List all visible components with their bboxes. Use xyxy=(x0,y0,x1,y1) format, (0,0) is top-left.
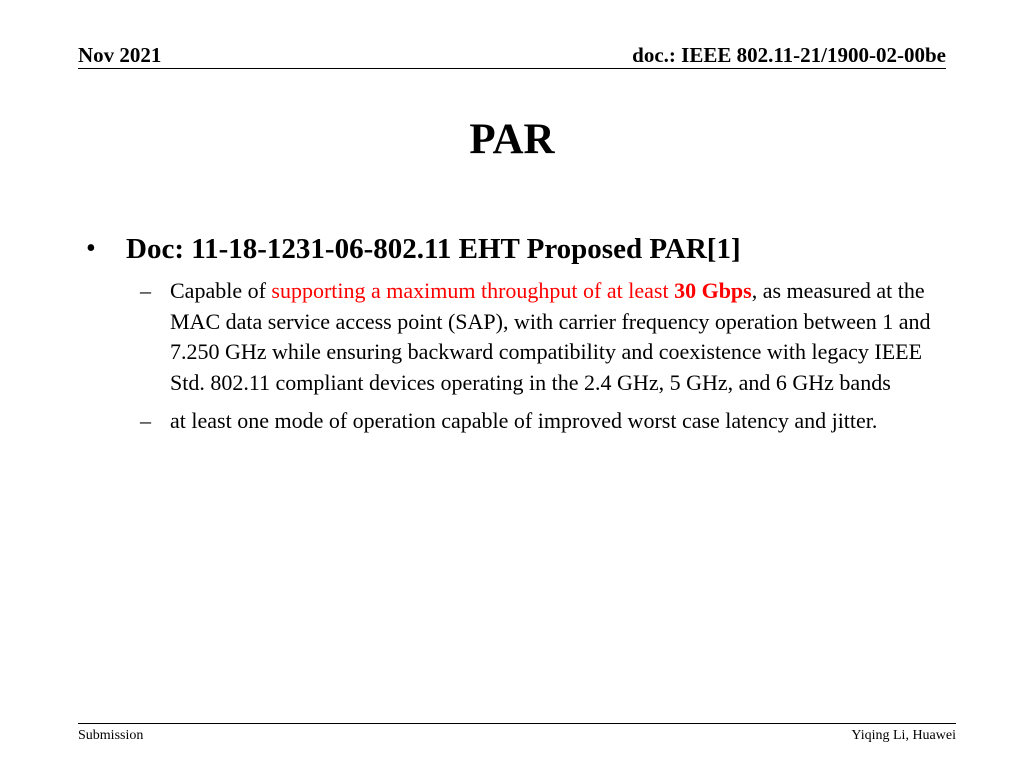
sub-bullet-item xyxy=(140,406,956,437)
slide-title: PAR xyxy=(469,116,555,163)
footer-divider xyxy=(78,723,956,724)
dash-icon: – xyxy=(140,278,151,303)
text-prefix: Capable of xyxy=(170,278,272,303)
highlighted-text: supporting a maximum throughput of at least xyxy=(271,278,675,303)
bullet-item xyxy=(86,228,956,270)
footer-author: Yiqing Li, Huawei xyxy=(851,728,956,743)
sub-bullet-text xyxy=(170,276,940,398)
header-divider xyxy=(78,68,946,69)
slide-content xyxy=(86,228,956,445)
sub-bullet-item xyxy=(140,276,956,398)
text-suffix: , as measured at the MAC data service access point (SAP), with carrier frequency operation between 1 and 7.250 GHz while ensuring backward compatibility and coexistence with legacy IEEE Std. 802.11 compliant devices operating in the 2.4 GHz, 5 GHz, and 6 GHz bands xyxy=(170,278,931,395)
sub-bullet-text: at least one mode of operation capable of improved worst case latency and jitter. xyxy=(170,408,878,433)
sub-bullet-list xyxy=(140,276,956,437)
bullet-dot-icon: • xyxy=(86,233,96,264)
highlighted-bold-text: 30 Gbps xyxy=(674,278,752,303)
footer-submission: Submission xyxy=(78,728,144,743)
header-date: Nov 2021 xyxy=(78,43,162,67)
bullet-text: Doc: 11-18-1231-06-802.11 EHT Proposed PAR[1] xyxy=(126,233,741,265)
header-doc-id: doc.: IEEE 802.11-21/1900-02-00be xyxy=(632,43,946,67)
dash-icon: – xyxy=(140,408,151,433)
